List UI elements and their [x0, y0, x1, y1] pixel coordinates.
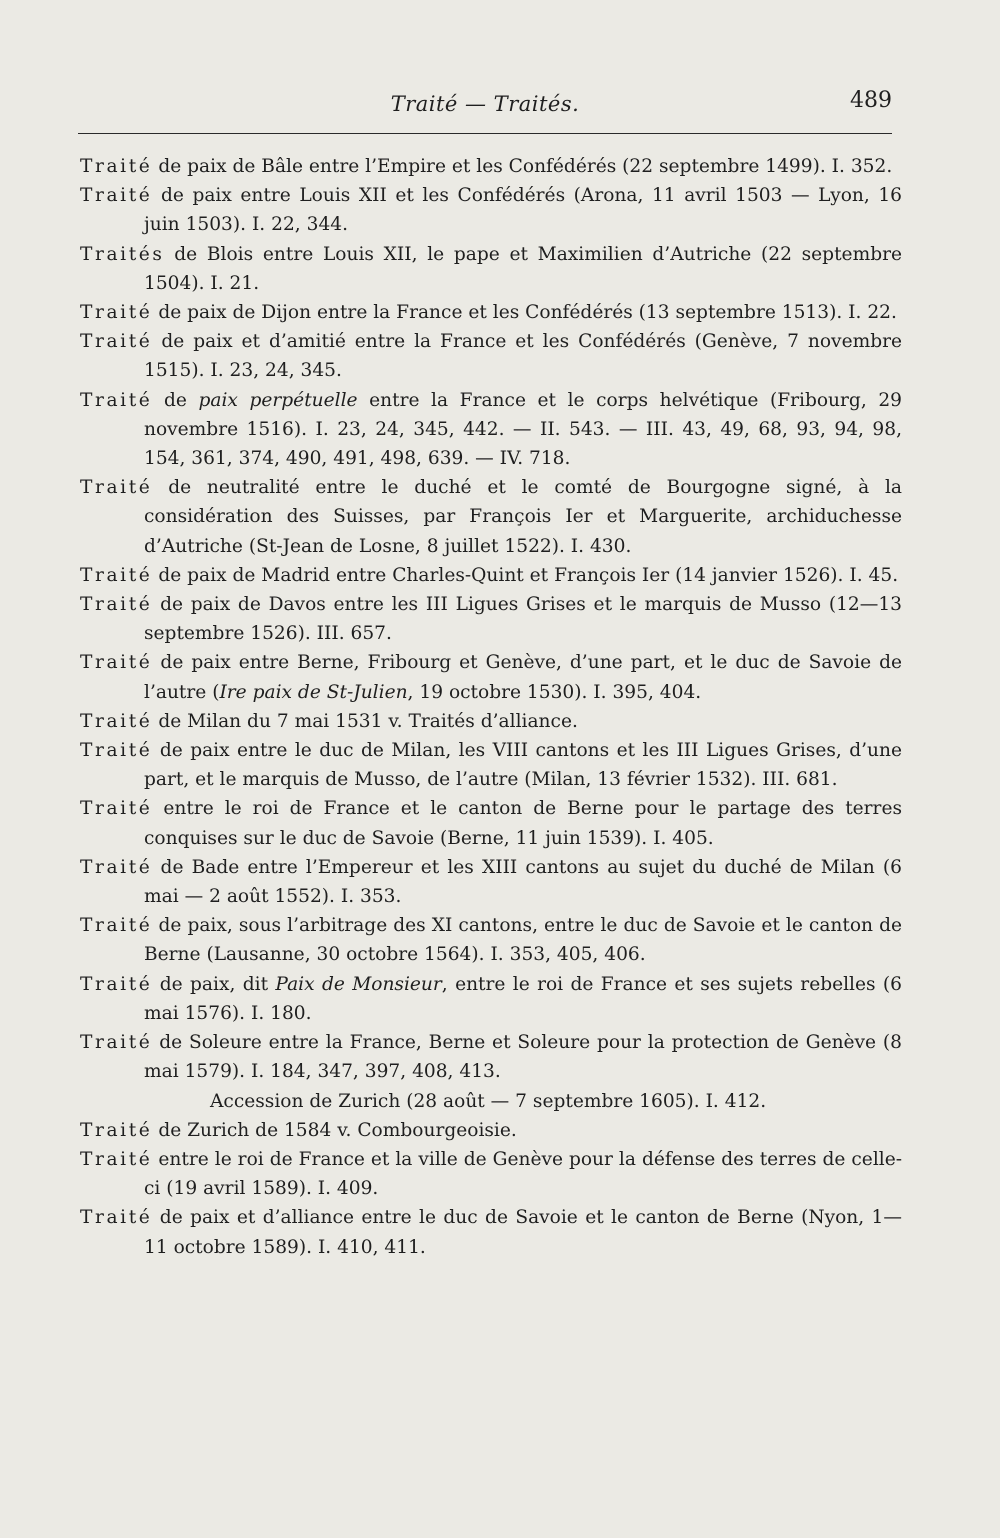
entry-keyword: Traités: [80, 243, 165, 265]
entry-keyword: Traité: [80, 798, 153, 820]
index-entry: [80, 736, 902, 794]
entry-keyword: Traité: [80, 594, 153, 616]
entry-keyword: Traité: [80, 1119, 153, 1141]
index-entry: [80, 386, 902, 474]
entry-keyword: Traité: [80, 915, 153, 937]
entry-keyword: Traité: [80, 156, 153, 177]
subentry-text: Accession de Zurich (28 août — 7 septembre 1605). I. 412.: [210, 1090, 767, 1112]
entry-text: de paix et d’alliance entre le duc de Savoie et le canton de Berne (Nyon, 1—11 octobre 1589). I. 410, 411.: [144, 1207, 902, 1258]
index-entry: [80, 1145, 902, 1203]
index-entry: [80, 911, 902, 969]
entry-text: de paix, sous l’arbitrage des XI cantons, entre le duc de Savoie et le canton de Berne (Lausanne, 30 octobre 1564). I. 353, 405, 406.: [144, 915, 902, 966]
entry-text: entre la France et le corps helvétique (Fribourg, 29 novembre 1516). I. 23, 24, 345, 442. — II. 543. — III. 43, 49, 68, 93, 94, 98, 154, 361, 374, 490, 491, 498, 639. — IV. 718.: [144, 389, 902, 470]
entry-keyword: Traité: [80, 1032, 153, 1054]
entry-text-pre: de paix, dit: [152, 973, 276, 995]
index-entry: [80, 181, 902, 239]
index-entry: [80, 1203, 902, 1261]
entry-italic: Paix de Monsieur: [275, 973, 442, 995]
entry-text: de Zurich de 1584 v. Combourgeoisie.: [152, 1119, 517, 1141]
index-entry: [80, 561, 902, 590]
entry-text: entre le roi de France et la ville de Genève pour la défense des terres de celle-ci (19 avril 1589). I. 409.: [144, 1148, 902, 1200]
index-entry: [80, 152, 902, 181]
index-entry: [80, 970, 902, 1028]
index-subentry: [80, 1087, 902, 1116]
index-entry: [80, 590, 902, 648]
index-entry: [80, 473, 902, 561]
entry-text: de paix de Madrid entre Charles-Quint et François Ier (14 janvier 1526). I. 45.: [152, 564, 899, 586]
entry-keyword: Traité: [80, 331, 153, 353]
entry-keyword: Traité: [80, 1148, 153, 1170]
entry-text: de Blois entre Louis XII, le pape et Maximilien d’Autriche (22 septembre 1504). I. 21.: [144, 243, 902, 294]
entry-text: , 19 octobre 1530). I. 395, 404.: [407, 681, 702, 703]
entry-text: de Milan du 7 mai 1531 v. Traités d’alliance.: [152, 710, 578, 732]
entry-keyword: Traité: [80, 389, 153, 411]
entry-text: de paix de Dijon entre la France et les Confédérés (13 septembre 1513). I. 22.: [152, 302, 897, 324]
header-rule: [78, 133, 892, 134]
entry-text: de paix entre le duc de Milan, les VIII cantons et les III Ligues Grises, d’une part, et le marquis de Musso, de l’autre (Milan, 13 février 1532). III. 681.: [144, 740, 902, 791]
index-entry: [80, 327, 902, 385]
entry-text: de paix entre Louis XII et les Confédérés (Arona, 11 avril 1503 — Lyon, 16 juin 1503). I. 22, 344.: [144, 185, 902, 236]
index-entry: [80, 1028, 902, 1086]
entry-keyword: Traité: [80, 564, 153, 586]
entry-text: de Soleure entre la France, Berne et Soleure pour la protection de Genève (8 mai 1579). I. 184, 347, 397, 408, 413.: [144, 1032, 902, 1083]
entry-text: de neutralité entre le duché et le comté de Bourgogne signé, à la considération des Suisses, par François Ier et Marguerite, archiduchesse d’Autriche (St-Jean de Losne, 8 juillet 1522). I. 430.: [144, 477, 902, 557]
index-entry: [80, 853, 902, 911]
entry-text: de paix de Davos entre les III Ligues Grises et le marquis de Musso (12—13 septembre 1526). III. 657.: [144, 594, 902, 645]
entry-keyword: Traité: [80, 710, 153, 732]
index-entry: [80, 648, 902, 706]
entry-keyword: Traité: [80, 652, 153, 674]
page-number: 489: [850, 88, 892, 113]
entry-keyword: Traité: [80, 1207, 153, 1229]
entry-text: de paix et d’amitié entre la France et les Confédérés (Genève, 7 novembre 1515). I. 23, 24, 345.: [144, 331, 902, 382]
running-title: Traité — Traités.: [390, 92, 580, 116]
entry-keyword: Traité: [80, 477, 153, 499]
entry-text: de Bade entre l’Empereur et les XIII cantons au sujet du duché de Milan (6 mai — 2 août 1552). I. 353.: [144, 856, 902, 908]
index-entries: [80, 152, 902, 1262]
index-entry: [80, 298, 902, 327]
entry-text: de paix de Bâle entre l’Empire et les Confédérés (22 septembre 1499). I. 352.: [152, 156, 893, 177]
index-entry: [80, 240, 902, 298]
entry-keyword: Traité: [80, 973, 153, 995]
entry-italic: paix perpétuelle: [198, 389, 358, 411]
entry-text: , entre le roi de France et ses sujets rebelles (6 mai 1576). I. 180.: [144, 973, 902, 1024]
entry-italic: Ire paix de St-Julien: [219, 681, 408, 703]
entry-keyword: Traité: [80, 740, 153, 762]
entry-text-pre: de: [152, 389, 199, 411]
entry-text: entre le roi de France et le canton de Berne pour le partage des terres conquises sur le duc de Savoie (Berne, 11 juin 1539). I. 405.: [144, 798, 902, 849]
page-header: [78, 88, 892, 128]
entry-keyword: Traité: [80, 185, 153, 207]
index-entry: [80, 794, 902, 852]
entry-keyword: Traité: [80, 856, 153, 878]
entry-text-pre: de paix entre Berne, Fribourg et Genève, d’une part, et le duc de Savoie de l’autre (: [144, 652, 902, 703]
index-entry: [80, 1116, 902, 1145]
index-entry: [80, 707, 902, 736]
entry-keyword: Traité: [80, 302, 153, 324]
